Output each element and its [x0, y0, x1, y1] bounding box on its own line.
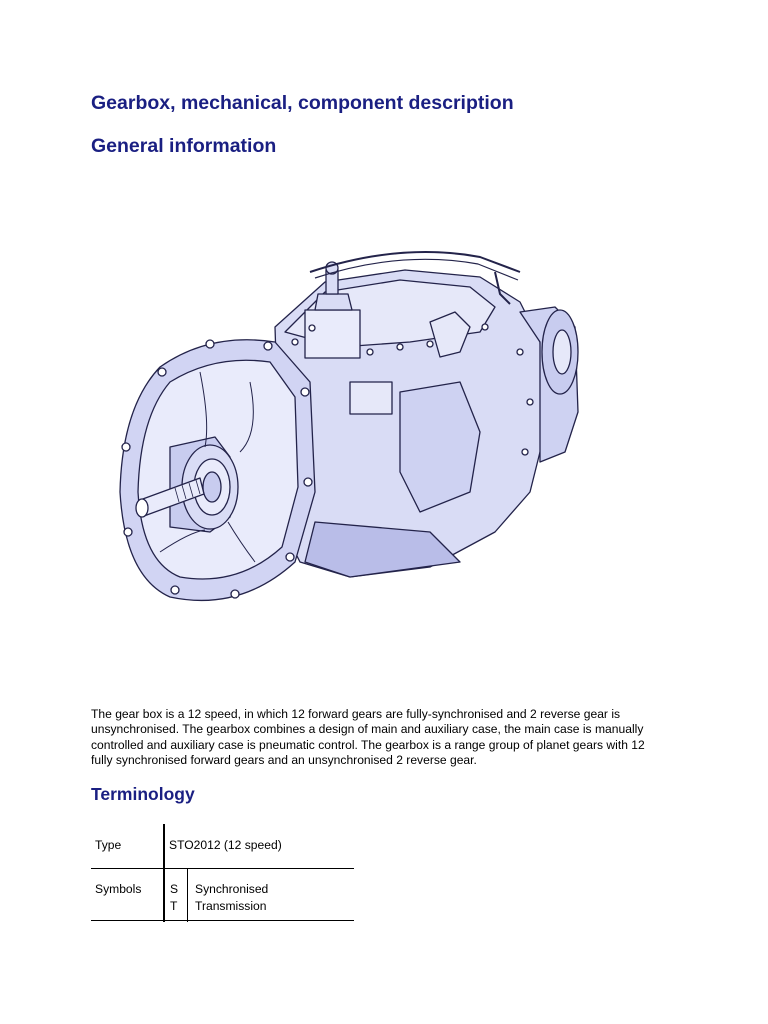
section-heading-general-information: General information	[91, 135, 277, 157]
table-cell-type-value: STO2012 (12 speed)	[169, 838, 282, 852]
table-divider	[187, 869, 188, 922]
paragraph-line: controlled and auxiliary case is pneumatic control. The gearbox is a range group of planet gears with 12	[91, 737, 645, 752]
table-cell-type-label: Type	[95, 838, 122, 852]
table-cell-symbol-code: T	[170, 899, 178, 913]
table-cell-symbols-label: Symbols	[95, 882, 142, 896]
table-cell-symbol-meaning: Transmission	[195, 899, 267, 913]
table-bottom-border	[91, 920, 354, 921]
description-paragraph	[91, 707, 691, 769]
paragraph-line: The gear box is a 12 speed, in which 12 forward gears are fully-synchronised and 2 reverse gear is	[91, 707, 621, 721]
table-divider	[163, 824, 165, 922]
table-row-separator	[91, 868, 354, 869]
table-cell-symbol-meaning: Synchronised	[195, 882, 269, 896]
terminology-table	[91, 824, 354, 922]
table-cell-symbol-code: S	[170, 882, 179, 896]
page-title: Gearbox, mechanical, component description	[91, 92, 514, 114]
gearbox-illustration	[100, 232, 590, 622]
paragraph-line: unsynchronised. The gearbox combines a design of main and auxiliary case, the main case is manually	[91, 722, 644, 737]
section-heading-terminology: Terminology	[91, 784, 195, 804]
paragraph-line: fully synchronised forward gears and an unsynchronised 2 reverse gear.	[91, 753, 477, 768]
